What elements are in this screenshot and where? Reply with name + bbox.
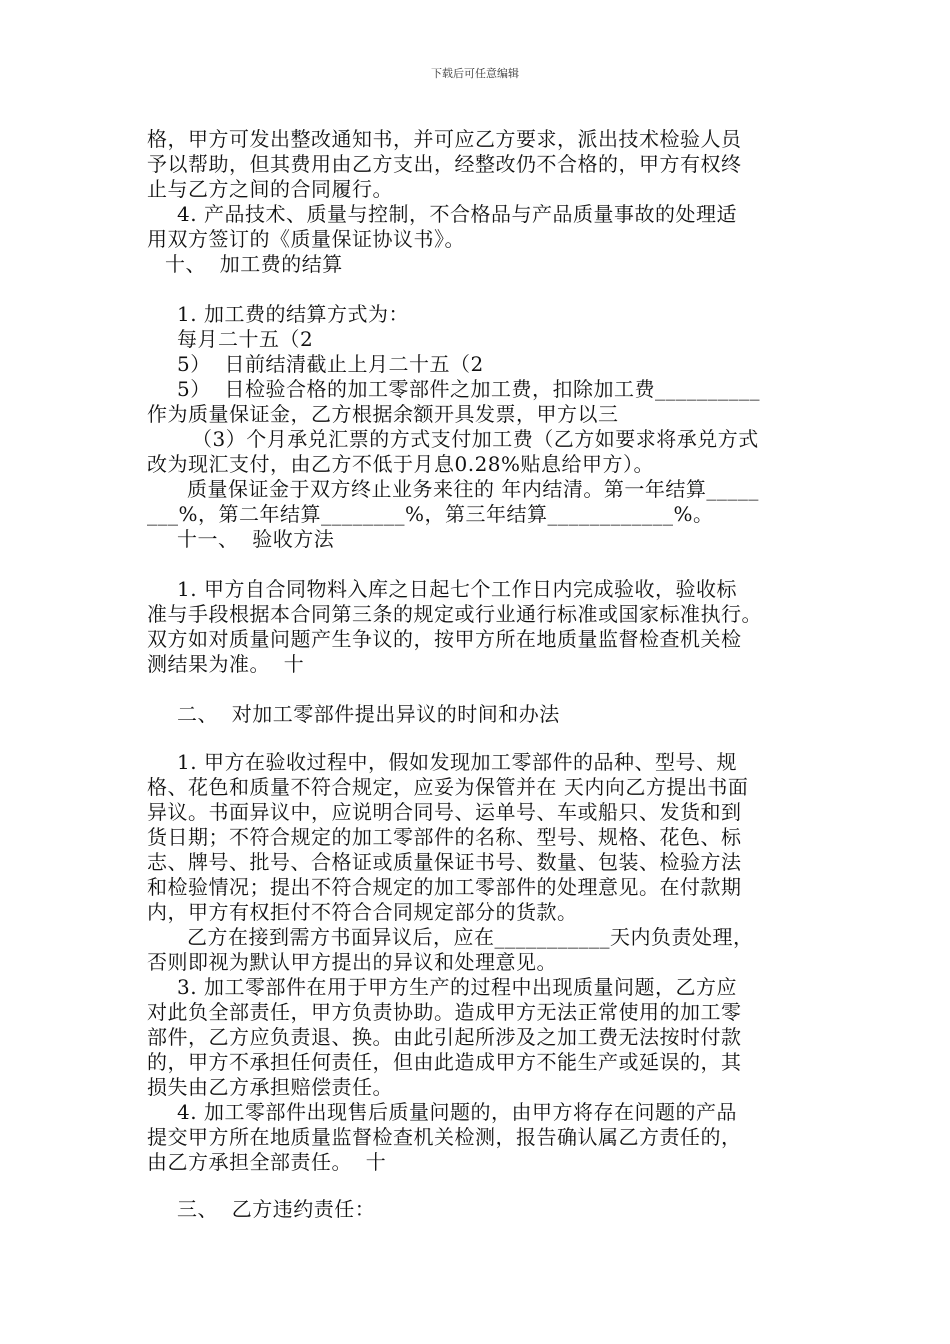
body-line: 否则即视为默认甲方提出的异议和处理意见。 xyxy=(147,950,557,974)
section-heading: 十、 加工费的结算 xyxy=(165,252,343,276)
body-line: （3）个月承兑汇票的方式支付加工费（乙方如要求将承兑方式 xyxy=(192,427,759,451)
body-line: 质量保证金于双方终止业务来往的 年内结清。第一年结算_____ xyxy=(187,477,759,501)
body-line: 由乙方承担全部责任。 十 xyxy=(147,1150,387,1174)
body-line: 部件，乙方应负责退、换。由此引起所涉及之加工费无法按时付款 xyxy=(147,1025,742,1049)
body-line: 双方如对质量问题产生争议的，按甲方所在地质量监督检查机关检 xyxy=(147,627,742,651)
body-line: ___%，第二年结算________%，第三年结算____________%。 xyxy=(147,502,714,526)
page-header: 下载后可任意编辑 xyxy=(431,67,519,80)
body-line: 5） 日检验合格的加工零部件之加工费，扣除加工费__________ xyxy=(177,377,760,401)
section-heading: 二、 对加工零部件提出异议的时间和办法 xyxy=(177,702,560,726)
body-line: 乙方在接到需方书面异议后，应在___________天内负责处理， xyxy=(187,925,754,949)
body-line: 4. 加工零部件出现售后质量问题的，由甲方将存在问题的产品 xyxy=(177,1100,737,1124)
body-line: 4. 产品技术、质量与控制，不合格品与产品质量事故的处理适 xyxy=(177,202,737,226)
body-line: 作为质量保证金，乙方根据余额开具发票，甲方以三 xyxy=(147,402,619,426)
body-line: 和检验情况；提出不符合规定的加工零部件的处理意见。在付款期 xyxy=(147,875,742,899)
body-line: 5） 日前结清截止上月二十五（2 xyxy=(177,352,484,376)
body-line: 的，甲方不承担任何责任，但由此造成甲方不能生产或延误的，其 xyxy=(147,1050,742,1074)
body-line: 志、牌号、批号、合格证或质量保证书号、数量、包装、检验方法 xyxy=(147,850,742,874)
body-line: 用双方签订的《质量保证协议书》。 xyxy=(147,227,465,251)
body-line: 改为现汇支付，由乙方不低于月息0.28%贴息给甲方）。 xyxy=(147,452,655,476)
section-heading: 十一、 验收方法 xyxy=(177,527,335,551)
body-line: 准与手段根据本合同第三条的规定或行业通行标准或国家标准执行。 xyxy=(147,602,762,626)
body-line: 异议。书面异议中，应说明合同号、运单号、车或船只、发货和到 xyxy=(147,800,742,824)
body-line: 提交甲方所在地质量监督检查机关检测，报告确认属乙方责任的， xyxy=(147,1125,742,1149)
body-line: 止与乙方之间的合同履行。 xyxy=(147,177,393,201)
body-line: 1. 甲方自合同物料入库之日起七个工作日内完成验收，验收标 xyxy=(177,577,737,601)
body-line: 每月二十五（2 xyxy=(177,327,314,351)
body-line: 测结果为准。 十 xyxy=(147,652,305,676)
body-line: 1. 加工费的结算方式为： xyxy=(177,302,409,326)
body-line: 损失由乙方承担赔偿责任。 xyxy=(147,1075,393,1099)
body-line: 1. 甲方在验收过程中，假如发现加工零部件的品种、型号、规 xyxy=(177,750,737,774)
body-line: 予以帮助，但其费用由乙方支出，经整改仍不合格的，甲方有权终 xyxy=(147,152,742,176)
body-line: 格，甲方可发出整改通知书，并可应乙方要求，派出技术检验人员 xyxy=(147,127,742,151)
body-line: 3. 加工零部件在用于甲方生产的过程中出现质量问题，乙方应 xyxy=(177,975,737,999)
section-heading: 三、 乙方违约责任： xyxy=(177,1197,376,1221)
body-line: 内，甲方有权拒付不符合合同规定部分的货款。 xyxy=(147,900,578,924)
body-line: 货日期；不符合规定的加工零部件的名称、型号、规格、花色、标 xyxy=(147,825,742,849)
body-line: 格、花色和质量不符合规定，应妥为保管并在 天内向乙方提出书面 xyxy=(147,775,749,799)
body-line: 对此负全部责任，甲方负责协助。造成甲方无法正常使用的加工零 xyxy=(147,1000,742,1024)
